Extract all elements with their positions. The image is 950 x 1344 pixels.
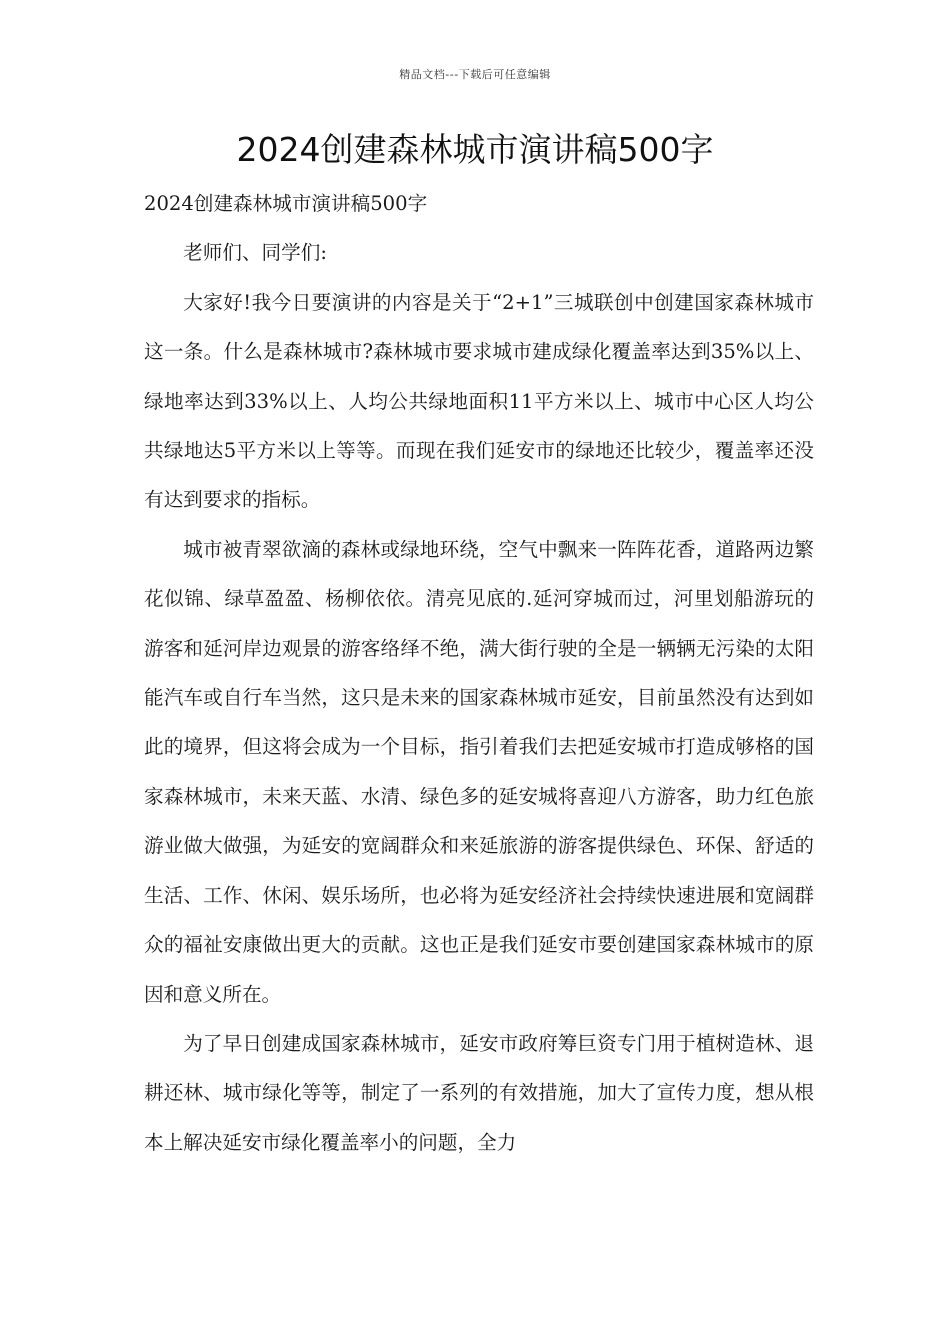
subtitle-line: 2024创建森林城市演讲稿500字 xyxy=(144,192,428,215)
paragraph-intro: 大家好!我今日要演讲的内容是关于“2+1”三城联创中创建国家森林城市这一条。什么是森林城市?森林城市要求城市建成绿化覆盖率达到35%以上、绿地率达到33%以上、人均公共绿地面积11平方米以上、城市中心区人均公共绿地达5平方米以上等等。而现在我们延安市的绿地还比较少，覆盖率还没有达到要求的指标。 xyxy=(144,290,814,512)
paragraph-greeting: 老师们、同学们: xyxy=(183,241,327,265)
document-body xyxy=(144,179,814,1167)
document-title: 2024创建森林城市演讲稿500字 xyxy=(236,130,714,169)
paragraph-vision: 城市被青翠欲滴的森林或绿地环绕，空气中飘来一阵阵花香，道路两边繁花似锦、绿草盈盈、杨柳依依。清亮见底的.延河穿城而过，河里划船游玩的游客和延河岸边观景的游客络绎不绝，满大街行驶的全是一辆辆无污染的太阳能汽车或自行车当然，这只是未来的国家森林城市延安，目前虽然没有达到如此的境界，但这将会成为一个目标，指引着我们去把延安城市打造成够格的国家森林城市，未来天蓝、水清、绿色多的延安城将喜迎八方游客，助力红色旅游业做大做强，为延安的宽阔群众和来延旅游的游客提供绿色、环保、舒适的生活、工作、休闲、娱乐场所，也必将为延安经济社会持续快速进展和宽阔群众的福祉安康做出更大的贡献。这也正是我们延安市要创建国家森林城市的原因和意义所在。 xyxy=(144,537,814,1006)
paragraph-measures: 为了早日创建成国家森林城市，延安市政府筹巨资专门用于植树造林、退耕还林、城市绿化等等，制定了一系列的有效措施，加大了宣传力度，想从根本上解决延安市绿化覆盖率小的问题，全力 xyxy=(144,1031,814,1154)
header-note: 精品文档---下载后可任意编辑 xyxy=(399,68,551,81)
